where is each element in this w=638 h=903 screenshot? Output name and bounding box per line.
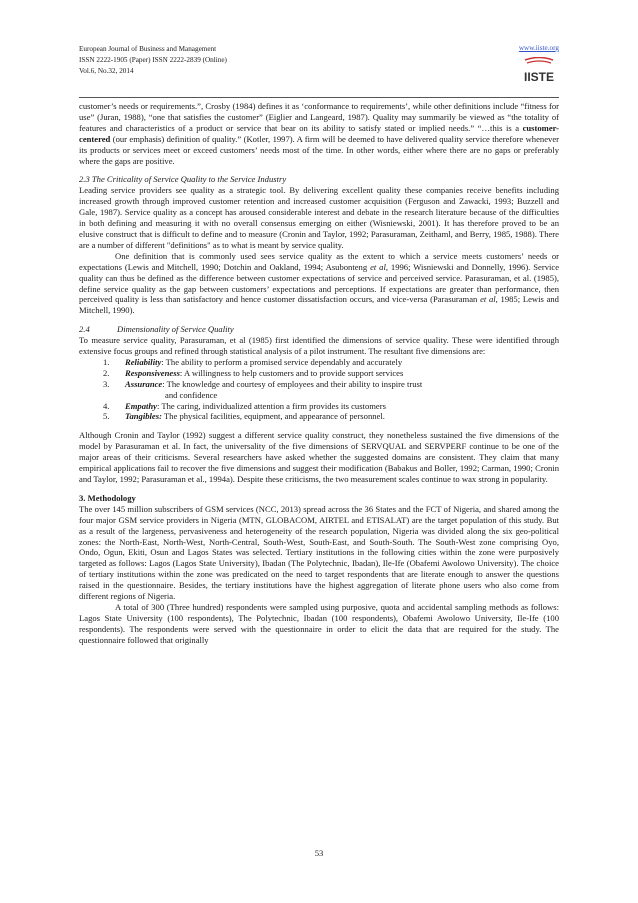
list-item: 3. Assurance: The knowledge and courtesy of employees and their ability to inspire trust [103,378,423,389]
page-number: 53 [314,848,324,858]
dimensions-list [79,357,559,422]
paragraph: To measure service quality, Parasuraman, et al (1985) first identified the dimensions of service quality. These were identified through extensive focus groups and refined through statistical analysis of a pilot instrument. The resultant five dimensions are: [79,335,559,357]
paragraph: A total of 300 (Three hundred) respondents were sampled using purposive, quota and accidental sampling methods as follows: Lagos State University (100 respondents), The Polytechnic, Ibadan (100 respondents), Obafemi Awolowo University, Ile-Ife (100 respondents). The respondents were served with the questionnaire in order to elicit the data that are required for the study. The questionnaire followed that originally [79,601,559,645]
list-item: 5. Tangibles: The physical facilities, equipment, and appearance of personnel. [103,411,385,422]
page-header [79,44,559,94]
volume-line: Vol.6, No.32, 2014 [79,67,134,75]
website-link[interactable]: www.iiste.org [518,44,559,52]
iiste-logo [519,57,559,85]
header-rule [79,97,559,98]
paragraph: Leading service providers see quality as a strategic tool. By delivering excellent quality these companies receive benefits including increased growth through improved customer retention and increased customer acquisition (Ferguson and Zawacki, 1993; Buzzell and Gale, 1987). Service quality as a concept has aroused considerable interest and debate in the research literature because of the difficulties in both defining and measuring it with no overall consensus emerging on either (Wisniewski, 2001). It has therefore proved to be an elusive construct that is difficult to define and to measure (Cronin and Taylor, 1992; Parasuraman, Zeithaml, and Berry, 1985, 1988). There are a number of different "definitions" as to what is meant by service quality. [79,185,559,250]
list-item: 4. Empathy: The caring, individualized attention a firm provides its customers [103,400,386,411]
list-item-continuation: and confidence [165,389,218,400]
section-heading-3: 3. Methodology [79,492,136,503]
section-heading-2-4: 2.4 Dimensionality of Service Quality [79,324,234,335]
page-body [79,101,559,646]
paragraph: Although Cronin and Taylor (1992) suggest a different service quality construct, they nonetheless sustained the five dimensions of the model by Parasuraman et al. In fact, the universality of the five dimensions of SERVQUAL and SERVPERF continue to be one of the major areas of their criticisms. Several researchers have asked whether the suggested domains are consistent. They claim that many empirical applications fail to recover the five dimensions and suggest their modification (Babakus and Boller, 1992; Carman, 1990; Cronin and Taylor, 1992; Parasuraman et al., 1994a). Despite these criticisms, the two measurement scales continue to wax strong in popularity. [79,430,559,484]
logo-text: IISTE [523,70,555,84]
paragraph: customer’s needs or requirements.”, Crosby (1984) defines it as ‘conformance to requirements’, while other definitions include “fitness for use” (Juran, 1988), “one that satisfies the customer” (Eiglier and Langeard, 1987). Quality may summarily be viewed as “the totality of features and characteristics of a product or service that bear on its ability to satisfy stated or implied needs.” “…this is a customer-centered (our emphasis) definition of quality.” (Kotler, 1997). A firm will be deemed to have delivered quality service therefore whenever its products or services meet or exceed customers’ needs most of the time. In other words, either where there are no gaps or preferably where the gaps are positive. [79,101,559,166]
journal-name: European Journal of Business and Management [79,45,217,53]
section-heading-2-3: 2.3 The Criticality of Service Quality to the Service Industry [79,174,287,185]
list-item: 1. Reliability: The ability to perform a promised service dependably and accurately [103,356,403,367]
paragraph: One definition that is commonly used sees service quality as the extent to which a service meets customers’ needs or expectations (Lewis and Mitchell, 1990; Dotchin and Oakland, 1994; Asubonteng et al, 1996; Wisniewski and Donnelly, 1996). Service quality can thus be defined as the difference between customer expectations of service and perceived service. Parasuraman, et al. (1985), define service quality as the gap between customers’ expectations and perceptions. If expectations are greater than performance, then perceived quality is less than satisfactory and hence customer dissatisfaction occurs, and vice-versa (Parasuraman et al, 1985; Lewis and Mitchell, 1990). [79,250,560,316]
issn-line: ISSN 2222-1905 (Paper) ISSN 2222-2839 (Online) [79,56,227,64]
paragraph: The over 145 million subscribers of GSM services (NCC, 2013) spread across the 36 States and the FCT of Nigeria, and shared among the four major GSM service providers in Nigeria (MTN, GLOBACOM, AIRTEL and ETISALAT) are the target population of this study. But as a result of the largeness, pervasiveness and heterogeneity of the research population, Nigeria was divided along the six geo-political zones: the North-East, North-West, North-Central, South-West, South-East, and South-South. The South-West zone comprising Oyo, Ondo, Ogun, Ekiti, Osun and Lagos States was selected. Tertiary institutions in the following cities within the zone were purposively targeted as follows: Lagos (Lagos State University), Ibadan (The Polytechnic, Ibadan), Ile-Ife (Obafemi Awolowo University). The choice of tertiary institutions within the zone was predicated on the need to target respondents that are literate enough to answer the questions raised in the questionnaire. Besides, the tertiary institutions have the highest aggregation of literate phone users who also come from different regions of Nigeria. [79,503,559,602]
list-item: 2. Responsiveness: A willingness to help customers and to provide support services [103,367,404,378]
